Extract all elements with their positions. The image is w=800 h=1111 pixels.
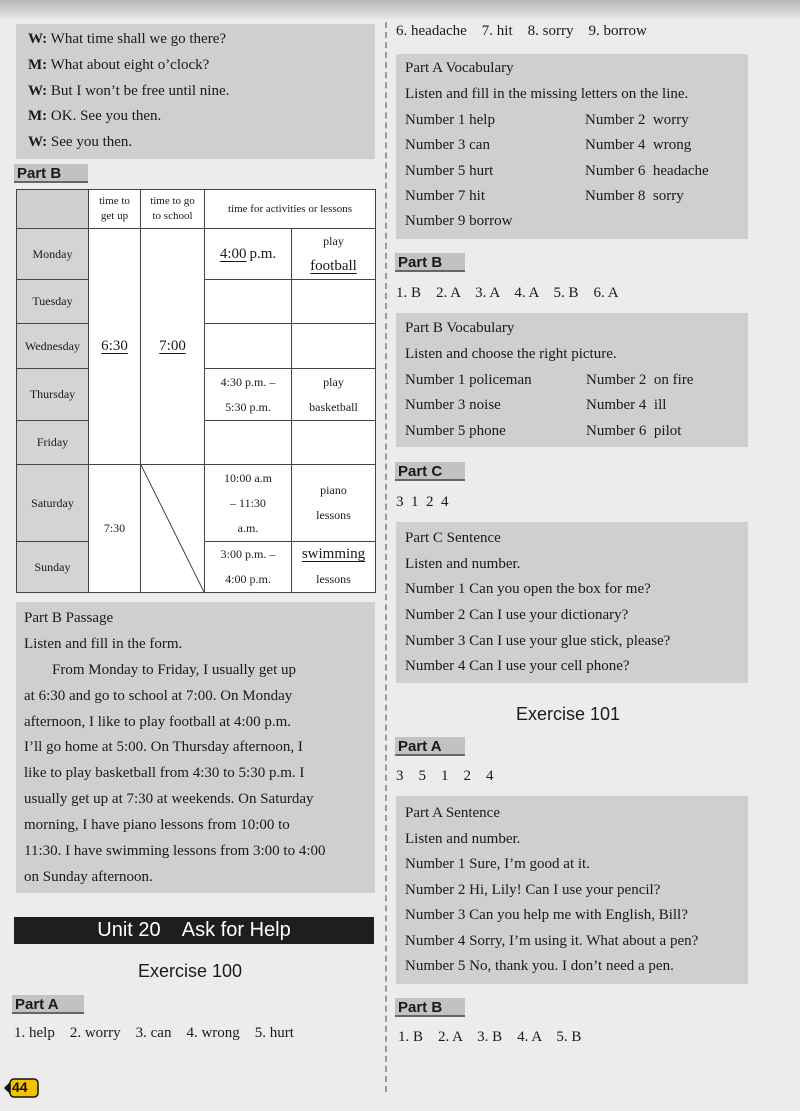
sentence-c-item: Number 1 Can you open the box for me? [405, 581, 651, 597]
header-activities: time for activities or lessons [205, 190, 376, 229]
day-tuesday: Tuesday [17, 280, 89, 324]
corner-cell [17, 190, 89, 229]
thursday-activity: play basketball [292, 369, 376, 421]
part-c-label: Part C [395, 462, 465, 481]
vocab-a-item: Number 7 hit [405, 188, 485, 204]
saturday-time: 10:00 a.m – 11:30 a.m. [205, 465, 292, 542]
vocab-b-item: Number 5 phone [405, 423, 506, 439]
vocab-a-instruction: Listen and fill in the missing letters on the line. [405, 86, 689, 102]
passage-line: afternoon, I like to play football at 4:00 p.m. [24, 714, 292, 730]
empty-cell [205, 280, 292, 324]
vocab-b-item: Number 1 policeman [405, 372, 532, 388]
header-school: time to go to school [141, 190, 205, 229]
vocab-a-item: Number 2 worry [585, 112, 689, 128]
part-b-answers-bottom: 1. B 2. A 3. B 4. A 5. B [398, 1029, 582, 1045]
sentence-c-item: Number 3 Can I use your glue stick, please? [405, 633, 671, 649]
sentence-a-title: Part A Sentence [405, 805, 500, 821]
vocab-b-item: Number 4 ill [586, 397, 667, 413]
part-b-label-right: Part B [395, 253, 465, 272]
weekend-getup: 7:30 [89, 465, 141, 593]
vocab-a-item: Number 4 wrong [585, 137, 692, 153]
vocab-b-item: Number 2 on fire [586, 372, 694, 388]
weekday-getup: 6:30 [89, 229, 141, 465]
day-sunday: Sunday [17, 542, 89, 593]
vocab-b-item: Number 6 pilot [586, 423, 682, 439]
page-top-edge [0, 0, 800, 20]
vocab-b-title: Part B Vocabulary [405, 320, 515, 336]
passage-line: I’ll go home at 5:00. On Thursday afternoon, I [24, 739, 303, 755]
unit-title-bar: Unit 20 Ask for Help [14, 917, 374, 944]
passage-instruction: Listen and fill in the form. [24, 636, 183, 652]
vocab-a-item: Number 8 sorry [585, 188, 684, 204]
exercise-101-heading: Exercise 101 [516, 704, 621, 724]
day-friday: Friday [17, 421, 89, 465]
dialogue-line: M: What about eight o’clock? [28, 57, 210, 73]
passage-line: on Sunday afternoon. [24, 869, 153, 885]
empty-cell [292, 280, 376, 324]
vocab-b-item: Number 3 noise [405, 397, 501, 413]
sentence-a-item: Number 3 Can you help me with English, Bill? [405, 907, 688, 923]
day-monday: Monday [17, 229, 89, 280]
monday-time: 4:00 p.m. [205, 229, 292, 280]
part-a-label: Part A [12, 995, 84, 1014]
exercise-100-heading: Exercise 100 [138, 961, 243, 981]
vocab-a-item: Number 9 borrow [405, 213, 513, 229]
sentence-c-title: Part C Sentence [405, 530, 501, 546]
part-a-label-right: Part A [395, 737, 465, 756]
passage-line: morning, I have piano lessons from 10:00 to [24, 817, 290, 833]
part-b-label: Part B [14, 164, 88, 183]
day-thursday: Thursday [17, 369, 89, 421]
part-a-answers-right: 3 5 1 2 4 [396, 768, 494, 784]
thursday-time: 4:30 p.m. – 5:30 p.m. [205, 369, 292, 421]
vocab-a-item: Number 5 hurt [405, 163, 494, 179]
page-number: 44 [2, 1076, 40, 1100]
passage-line: From Monday to Friday, I usually get up [52, 662, 297, 678]
sentence-a-item: Number 4 Sorry, I’m using it. What about a pen? [405, 933, 699, 949]
part-c-answers: 3 1 2 4 [396, 494, 449, 510]
vocab-a-item: Number 1 help [405, 112, 495, 128]
vocab-a-item: Number 6 headache [585, 163, 709, 179]
vocab-b-instruction: Listen and choose the right picture. [405, 346, 617, 362]
empty-cell [205, 421, 292, 465]
passage-title: Part B Passage [24, 610, 114, 626]
passage-line: 11:30. I have swimming lessons from 3:00 to 4:00 [24, 843, 326, 859]
monday-activity: play football [292, 229, 376, 280]
passage-line: at 6:30 and go to school at 7:00. On Monday [24, 688, 293, 704]
column-divider [385, 22, 387, 1092]
part-b-label-bottom: Part B [395, 998, 465, 1017]
empty-cell [292, 421, 376, 465]
day-wednesday: Wednesday [17, 324, 89, 369]
sentence-c-item: Number 2 Can I use your dictionary? [405, 607, 629, 623]
vocab-a-item: Number 3 can [405, 137, 490, 153]
header-getup: time to get up [89, 190, 141, 229]
sentence-a-instruction: Listen and number. [405, 831, 521, 847]
part-b-answers: 1. B 2. A 3. A 4. A 5. B 6. A [396, 285, 619, 301]
day-saturday: Saturday [17, 465, 89, 542]
sentence-c-item: Number 4 Can I use your cell phone? [405, 658, 630, 674]
dialogue-line: W: See you then. [28, 134, 133, 150]
empty-cell [205, 324, 292, 369]
sunday-activity: swimming lessons [292, 542, 376, 593]
sentence-a-item: Number 2 Hi, Lily! Can I use your pencil? [405, 882, 661, 898]
part-a-answers-continued: 6. headache 7. hit 8. sorry 9. borrow [396, 23, 647, 39]
part-a-answers: 1. help 2. worry 3. can 4. wrong 5. hurt [14, 1025, 294, 1041]
sentence-c-instruction: Listen and number. [405, 556, 521, 572]
passage-line: like to play basketball from 4:30 to 5:30 p.m. I [24, 765, 305, 781]
saturday-activity: piano lessons [292, 465, 376, 542]
sunday-time: 3:00 p.m. – 4:00 p.m. [205, 542, 292, 593]
schedule-table [16, 189, 376, 593]
vocab-a-title: Part A Vocabulary [405, 60, 514, 76]
weekday-school: 7:00 [141, 229, 205, 465]
empty-cell [292, 324, 376, 369]
sentence-a-item: Number 5 No, thank you. I don’t need a pen. [405, 958, 674, 974]
passage-line: usually get up at 7:30 at weekends. On Saturday [24, 791, 314, 807]
sentence-a-item: Number 1 Sure, I’m good at it. [405, 856, 590, 872]
dialogue-line: W: But I won’t be free until nine. [28, 83, 230, 99]
dialogue-line: M: OK. See you then. [28, 108, 162, 124]
dialogue-line: W: What time shall we go there? [28, 31, 227, 47]
diagonal-line [141, 465, 204, 592]
weekend-school-blank [141, 465, 205, 593]
